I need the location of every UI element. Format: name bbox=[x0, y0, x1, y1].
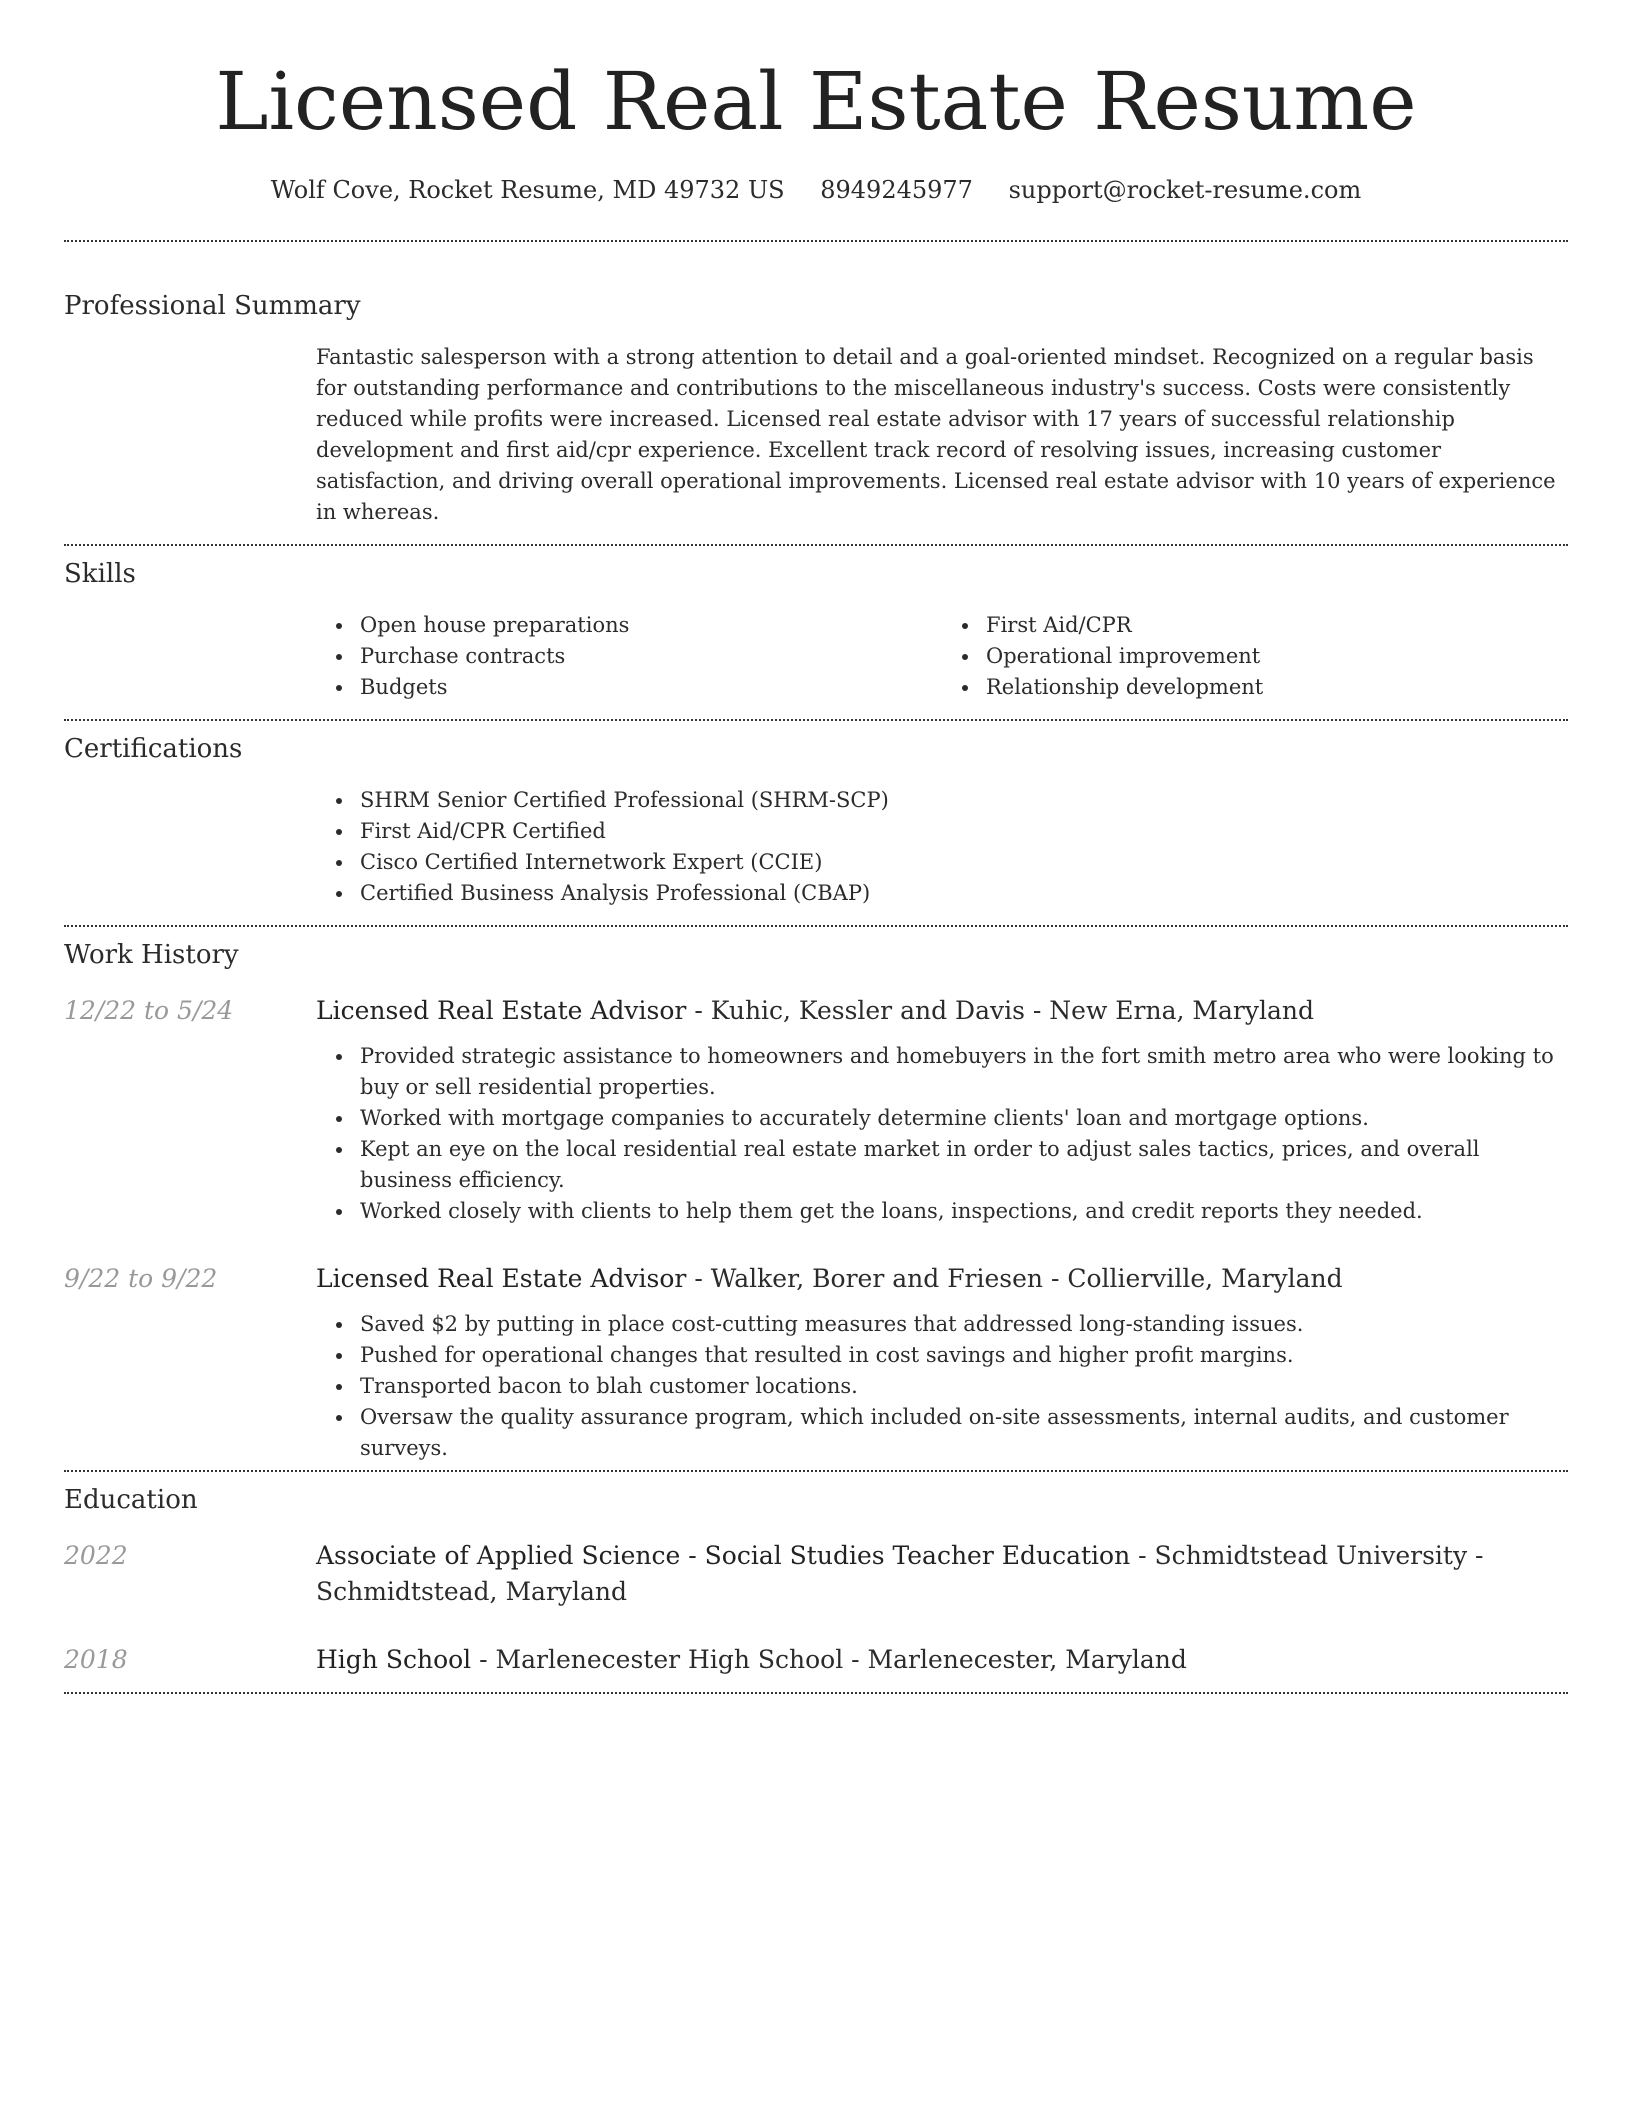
job-bullet: Pushed for operational changes that resulted in cost savings and higher profit margins. bbox=[360, 1340, 1568, 1371]
divider bbox=[64, 1692, 1568, 1694]
job-bullet: Saved $2 by putting in place cost-cutting measures that addressed long-standing issues. bbox=[360, 1309, 1568, 1340]
skill-item: Budgets bbox=[360, 672, 942, 703]
education-title bbox=[316, 1642, 1568, 1678]
education-degree: High School bbox=[316, 1645, 472, 1674]
section-education bbox=[64, 1472, 1568, 1692]
contact-phone: 8949245977 bbox=[820, 176, 973, 204]
job-duties bbox=[316, 1309, 1568, 1464]
education-year: 2018 bbox=[64, 1645, 128, 1674]
resume-title: Licensed Real Estate Resume bbox=[215, 55, 1417, 148]
summary-text: Fantastic salesperson with a strong attention to detail and a goal-oriented mindset. Recognized on a regular basis for outstanding performance and contributions to the miscellaneous industry's success. Costs were consistently reduced while profits were increased. Licensed real estate advisor with 17 years of successful relationship development and first aid/cpr experience. Excellent track record of resolving issues, increasing customer satisfaction, and driving overall operational improvements. Licensed real estate advisor with 10 years of experience in whereas. bbox=[316, 345, 1556, 524]
certifications-body bbox=[316, 785, 1568, 909]
contact-line bbox=[64, 174, 1568, 206]
skill-item: Purchase contracts bbox=[360, 641, 942, 672]
section-heading-summary: Professional Summary bbox=[64, 291, 361, 321]
education-school: - Marlenecester High School - Marlenecester, Maryland bbox=[471, 1645, 1187, 1674]
education-school: - Schmidtstead University - Schmidtstead, Maryland bbox=[316, 1541, 1484, 1606]
section-heading-certifications: Certifications bbox=[64, 734, 243, 764]
skill-item: Open house preparations bbox=[360, 610, 942, 641]
resume-header bbox=[64, 0, 1568, 206]
skill-item: Relationship development bbox=[986, 672, 1568, 703]
skill-item: First Aid/CPR bbox=[986, 610, 1568, 641]
job-title bbox=[316, 1261, 1568, 1297]
skills-grid bbox=[316, 610, 1568, 703]
section-skills bbox=[64, 546, 1568, 719]
job-bullet: Oversaw the quality assurance program, which included on-site assessments, internal audits, and customer surveys. bbox=[360, 1402, 1568, 1464]
job-bullets bbox=[316, 1041, 1568, 1227]
education-entry bbox=[64, 1538, 1568, 1610]
education-entry bbox=[64, 1642, 1568, 1678]
job-bullet: Kept an eye on the local residential real estate market in order to adjust sales tactics, prices, and overall business efficiency. bbox=[360, 1134, 1568, 1196]
job-duties bbox=[316, 1041, 1568, 1227]
certification-item: First Aid/CPR Certified bbox=[360, 816, 1568, 847]
skills-list-right bbox=[942, 610, 1568, 703]
section-heading-skills: Skills bbox=[64, 559, 136, 589]
job-entry bbox=[64, 993, 1568, 1227]
skills-list-left bbox=[316, 610, 942, 703]
job-bullet: Worked closely with clients to help them get the loans, inspections, and credit reports they needed. bbox=[360, 1196, 1568, 1227]
section-summary bbox=[64, 242, 1568, 544]
certification-item: Cisco Certified Internetwork Expert (CCIE) bbox=[360, 847, 1568, 878]
skill-item: Operational improvement bbox=[986, 641, 1568, 672]
job-header bbox=[64, 1261, 1568, 1297]
certification-item: Certified Business Analysis Professional (CBAP) bbox=[360, 878, 1568, 909]
contact-email: support@rocket-resume.com bbox=[1008, 176, 1362, 204]
job-dates: 12/22 to 5/24 bbox=[64, 996, 234, 1025]
job-role: Licensed Real Estate Advisor bbox=[316, 996, 687, 1025]
job-bullet: Transported bacon to blah customer locations. bbox=[360, 1371, 1568, 1402]
job-title bbox=[316, 993, 1568, 1029]
contact-address: Wolf Cove, Rocket Resume, MD 49732 US bbox=[270, 176, 785, 204]
job-bullet: Worked with mortgage companies to accurately determine clients' loan and mortgage options. bbox=[360, 1103, 1568, 1134]
job-company: - Walker, Borer and Friesen - Collierville, Maryland bbox=[686, 1264, 1343, 1293]
education-title bbox=[316, 1538, 1568, 1610]
section-heading-education: Education bbox=[64, 1485, 198, 1515]
job-bullets bbox=[316, 1309, 1568, 1464]
certification-item: SHRM Senior Certified Professional (SHRM-SCP) bbox=[360, 785, 1568, 816]
job-header bbox=[64, 993, 1568, 1029]
job-bullet: Provided strategic assistance to homeowners and homebuyers in the fort smith metro area who were looking to buy or sell residential properties. bbox=[360, 1041, 1568, 1103]
education-year: 2022 bbox=[64, 1541, 128, 1570]
section-work-history bbox=[64, 927, 1568, 1470]
certifications-list bbox=[316, 785, 1568, 909]
job-entry bbox=[64, 1261, 1568, 1464]
section-certifications bbox=[64, 721, 1568, 925]
job-dates: 9/22 to 9/22 bbox=[64, 1264, 218, 1293]
job-role: Licensed Real Estate Advisor bbox=[316, 1264, 687, 1293]
job-company: - Kuhic, Kessler and Davis - New Erna, Maryland bbox=[686, 996, 1314, 1025]
education-degree: Associate of Applied Science - Social Studies Teacher Education bbox=[316, 1541, 1131, 1570]
section-heading-work: Work History bbox=[64, 940, 239, 970]
